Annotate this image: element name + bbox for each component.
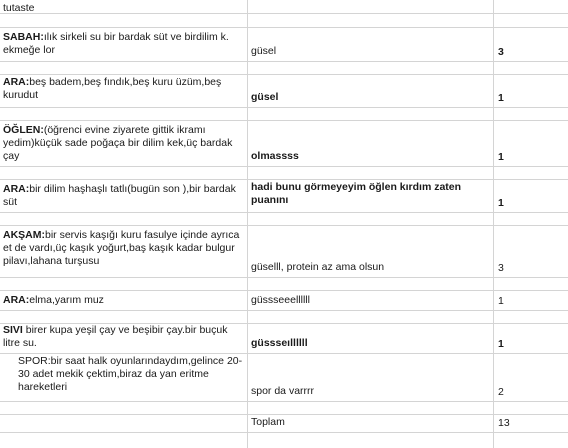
meal-text: ılık sirkeli su bir bardak süt ve birdilim k. ekmeğe lor — [3, 31, 229, 56]
comment-text: güssseıllllll — [251, 337, 308, 349]
cell-empty[interactable] — [494, 402, 568, 414]
cell-empty[interactable] — [248, 167, 494, 179]
cell-empty[interactable] — [494, 167, 568, 179]
meal-text: SPOR:bir saat halk oyunlarındaydım,gelince 20-30 adet mekik çektim,biraz da yan eritme hareketleri — [18, 355, 243, 393]
cell-empty[interactable] — [248, 278, 494, 290]
cell-comment[interactable] — [248, 226, 494, 277]
meal-text: birer kupa yeşil çay ve beşibir çay.bir buçuk litre su. — [3, 324, 228, 349]
cell-empty[interactable] — [494, 62, 568, 74]
score-value: 3 — [498, 46, 504, 58]
cell-score[interactable] — [494, 354, 568, 401]
table-row-spacer — [0, 402, 568, 415]
table-row-spacer — [0, 278, 568, 291]
score-value: 1 — [498, 92, 504, 104]
meal-label: SABAH: — [3, 31, 44, 43]
cell-score[interactable] — [494, 75, 568, 107]
table-row — [0, 75, 568, 108]
cell-comment[interactable] — [248, 0, 494, 13]
total-label: Toplam — [251, 416, 285, 428]
cell-comment[interactable] — [248, 291, 494, 310]
cell-comment[interactable] — [248, 28, 494, 61]
total-value: 13 — [498, 417, 510, 429]
cell-comment[interactable] — [248, 324, 494, 353]
cell-empty[interactable] — [0, 311, 248, 323]
comment-text: hadi bunu görmeyeyim öğlen kırdım zaten puanını — [251, 181, 462, 206]
cell-empty[interactable] — [248, 311, 494, 323]
cell-empty[interactable] — [248, 213, 494, 225]
cell-empty[interactable] — [494, 311, 568, 323]
score-value: 3 — [498, 262, 504, 274]
cell-score[interactable] — [494, 0, 568, 13]
cell-score[interactable] — [494, 226, 568, 277]
cell-score[interactable] — [494, 291, 568, 310]
comment-text: güssseeellllll — [251, 294, 310, 306]
cell-comment[interactable] — [248, 75, 494, 107]
score-value: 1 — [498, 295, 504, 307]
cell-comment[interactable] — [248, 121, 494, 166]
cell-empty[interactable] — [494, 278, 568, 290]
cell-empty[interactable] — [248, 402, 494, 414]
score-value: 1 — [498, 151, 504, 163]
table-row — [0, 28, 568, 62]
score-value: 1 — [498, 338, 504, 350]
comment-text: olmassss — [251, 150, 299, 162]
cell-empty[interactable] — [494, 213, 568, 225]
cell-empty[interactable] — [0, 402, 248, 414]
cell-empty[interactable] — [248, 62, 494, 74]
comment-text: güselll, protein az ama olsun — [251, 261, 385, 273]
cell-meal[interactable] — [0, 0, 248, 13]
cell-empty[interactable] — [0, 62, 248, 74]
cell-text: tutaste — [3, 2, 35, 14]
cell-comment[interactable] — [248, 354, 494, 401]
meal-text: elma,yarım muz — [29, 294, 104, 306]
cell-empty[interactable] — [0, 108, 248, 120]
cell-score[interactable] — [494, 121, 568, 166]
meal-label: ARA: — [3, 294, 30, 306]
table-row-spacer — [0, 62, 568, 75]
meal-label: ÖĞLEN: — [3, 124, 44, 136]
cell-empty[interactable] — [494, 14, 568, 27]
meal-label: AKŞAM: — [3, 229, 45, 241]
comment-text: güsel — [251, 45, 277, 57]
cell-empty[interactable] — [494, 433, 568, 448]
cell-total-label[interactable] — [248, 415, 494, 432]
cell-empty[interactable] — [248, 433, 494, 448]
cell-comment[interactable] — [248, 180, 494, 212]
cell-meal[interactable] — [0, 354, 248, 401]
cell-empty[interactable] — [0, 433, 248, 448]
score-value: 1 — [498, 197, 504, 209]
cell-score[interactable] — [494, 324, 568, 353]
table-row — [0, 226, 568, 278]
cell-empty[interactable] — [248, 108, 494, 120]
meal-text: (öğrenci evine ziyarete gittik ikramı yedim)küçük sade poğaça bir dilim kek,üç bardak çay — [3, 124, 233, 162]
cell-meal[interactable] — [0, 28, 248, 61]
cell-empty[interactable] — [494, 108, 568, 120]
table-row-spacer — [0, 14, 568, 28]
table-row — [0, 354, 568, 402]
cell-empty[interactable] — [0, 415, 248, 432]
cell-meal[interactable] — [0, 226, 248, 277]
meal-text: beş badem,beş fındık,beş kuru üzüm,beş kurudut — [3, 76, 222, 101]
cell-meal[interactable] — [0, 291, 248, 310]
cell-meal[interactable] — [0, 121, 248, 166]
cell-empty[interactable] — [0, 167, 248, 179]
table-row-spacer — [0, 433, 568, 448]
table-row-spacer — [0, 108, 568, 121]
comment-text: spor da varrrr — [251, 385, 315, 397]
meal-label: ARA: — [3, 76, 30, 88]
meal-label: SIVI — [3, 324, 23, 336]
cell-score[interactable] — [494, 180, 568, 212]
cell-empty[interactable] — [0, 14, 248, 27]
table-row-total — [0, 415, 568, 433]
meal-text: bir servis kaşığı kuru fasulye içinde ayrıca et de vardı,üç kaşık yoğurt,baş kaşık kadar bulgur pilavı,lahana turşusu — [3, 229, 240, 267]
table-row-spacer — [0, 213, 568, 226]
cell-score[interactable] — [494, 28, 568, 61]
cell-empty[interactable] — [0, 278, 248, 290]
table-row-spacer — [0, 167, 568, 180]
cell-empty[interactable] — [248, 14, 494, 27]
cell-total-value[interactable] — [494, 415, 568, 432]
table-row — [0, 291, 568, 311]
cell-empty[interactable] — [0, 213, 248, 225]
meal-text: bir dilim haşhaşlı tatlı(bugün son ),bir bardak süt — [3, 183, 236, 208]
table-row — [0, 0, 568, 14]
table-row — [0, 180, 568, 213]
cell-meal[interactable] — [0, 180, 248, 212]
cell-meal[interactable] — [0, 324, 248, 353]
comment-text: güsel — [251, 91, 279, 103]
score-value: 2 — [498, 386, 504, 398]
meal-label: ARA: — [3, 183, 30, 195]
table-row — [0, 121, 568, 167]
cell-meal[interactable] — [0, 75, 248, 107]
table-row — [0, 324, 568, 354]
table-row-spacer — [0, 311, 568, 324]
